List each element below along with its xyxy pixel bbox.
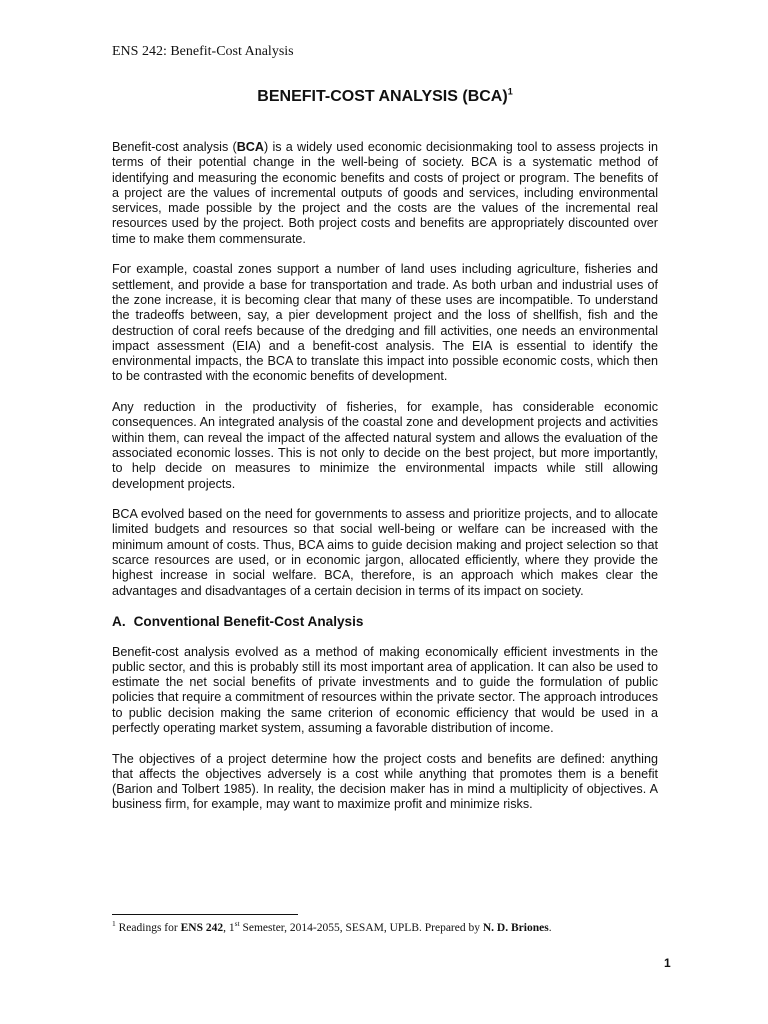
footnote-ordinal: st xyxy=(234,919,240,929)
footnote-separator xyxy=(112,914,298,915)
paragraph-1-lead: Benefit-cost analysis ( xyxy=(112,140,237,154)
document-body xyxy=(112,140,658,828)
title-text: BENEFIT-COST ANALYSIS (BCA) xyxy=(257,88,508,105)
footnote-mark: 1 xyxy=(112,919,116,929)
paragraph-1-rest: ) is a widely used economic decisionmaking tool to assess projects in terms of their potential change in the well-being of society. BCA is a systematic method of identifying and measuring the economic benefits and costs of project or program. The benefits of a project are the values of incremental outputs of goods and services, including environmental services, made possible by the project and the costs are the values of the incremental real resources used by the project. Both project costs and benefits are appropriately discounted over time to make them commensurate. xyxy=(112,140,658,246)
document-title xyxy=(112,88,658,106)
paragraph-5: Benefit-cost analysis evolved as a method of making economically efficient investments in the public sector, and this is probably still its most important area of application. It can also be used to estimate the net social benefits of private investments and to guide the formulation of public policies that require a commitment of resources within the private sector. The approach introduces to public decision making the same criterion of economic efficiency that would be used in a perfectly operating market system, assuming a favorable distribution of income. xyxy=(112,644,658,735)
paragraph-2: For example, coastal zones support a number of land uses including agriculture, fisheries and settlement, and provide a base for transportation and trade. As both urban and industrial uses of the zone increase, it is becoming clear that many of these uses are incompatible. To understand the tradeoffs between, say, a pier development project and the loss of shellfish, fish and the destruction of coral reefs because of the dredging and fill activities, one needs an environmental impact assessment (EIA) and a benefit-cost analysis. The EIA is essential to identify the environmental impacts, the BCA to translate this impact into possible economic costs, which then to be contrasted with the economic benefits of development. xyxy=(112,262,658,384)
footnote-text: . xyxy=(548,922,552,934)
footnote-course-code: ENS 242 xyxy=(180,922,224,934)
paragraph-4: BCA evolved based on the need for governments to assess and prioritize projects, and to allocate limited budgets and resources so that social well-being or welfare can be increased with the minimum amount of costs. Thus, BCA aims to guide decision making and project selection so that scarce resources are used, or in economic jargon, allocated efficiently, where they provide the highest increase in social welfare. BCA, therefore, is an approach which makes clear the advantages and disadvantages of a certain decision in terms of its impact on society. xyxy=(112,507,658,598)
title-footnote-mark: 1 xyxy=(507,86,513,97)
running-header: ENS 242: Benefit-Cost Analysis xyxy=(112,44,294,59)
paragraph-6: The objectives of a project determine how the project costs and benefits are defined: anything that affects the objectives adversely is a cost while anything that promotes them is a benefit (Barion and Tolbert 1985). In reality, the decision maker has in mind a multiplicity of objectives. A business firm, for example, may want to maximize profit and minimize risks. xyxy=(112,751,658,812)
paragraph-3: Any reduction in the productivity of fisheries, for example, has considerable economic consequences. An integrated analysis of the coastal zone and development projects and activities within them, can reveal the impact of the affected natural system and allows the evaluation of the associated economic losses. This is not only to decide on the best project, but more importantly, to help decide on measures to minimize the environmental impacts while still allowing development projects. xyxy=(112,400,658,491)
footnote-text: Readings for xyxy=(115,922,181,934)
paragraph-1 xyxy=(112,140,658,247)
footnote xyxy=(112,919,552,934)
section-letter: A. xyxy=(112,614,126,630)
footnote-author: N. D. Briones xyxy=(482,922,549,934)
page-number: 1 xyxy=(664,956,671,970)
footnote-text: Semester, 2014-2055, SESAM, UPLB. Prepared by xyxy=(239,922,483,934)
section-title: Conventional Benefit-Cost Analysis xyxy=(133,614,364,630)
section-heading-a xyxy=(112,614,658,629)
bca-abbreviation: BCA xyxy=(236,140,264,154)
footnote-text: , 1 xyxy=(223,922,235,934)
